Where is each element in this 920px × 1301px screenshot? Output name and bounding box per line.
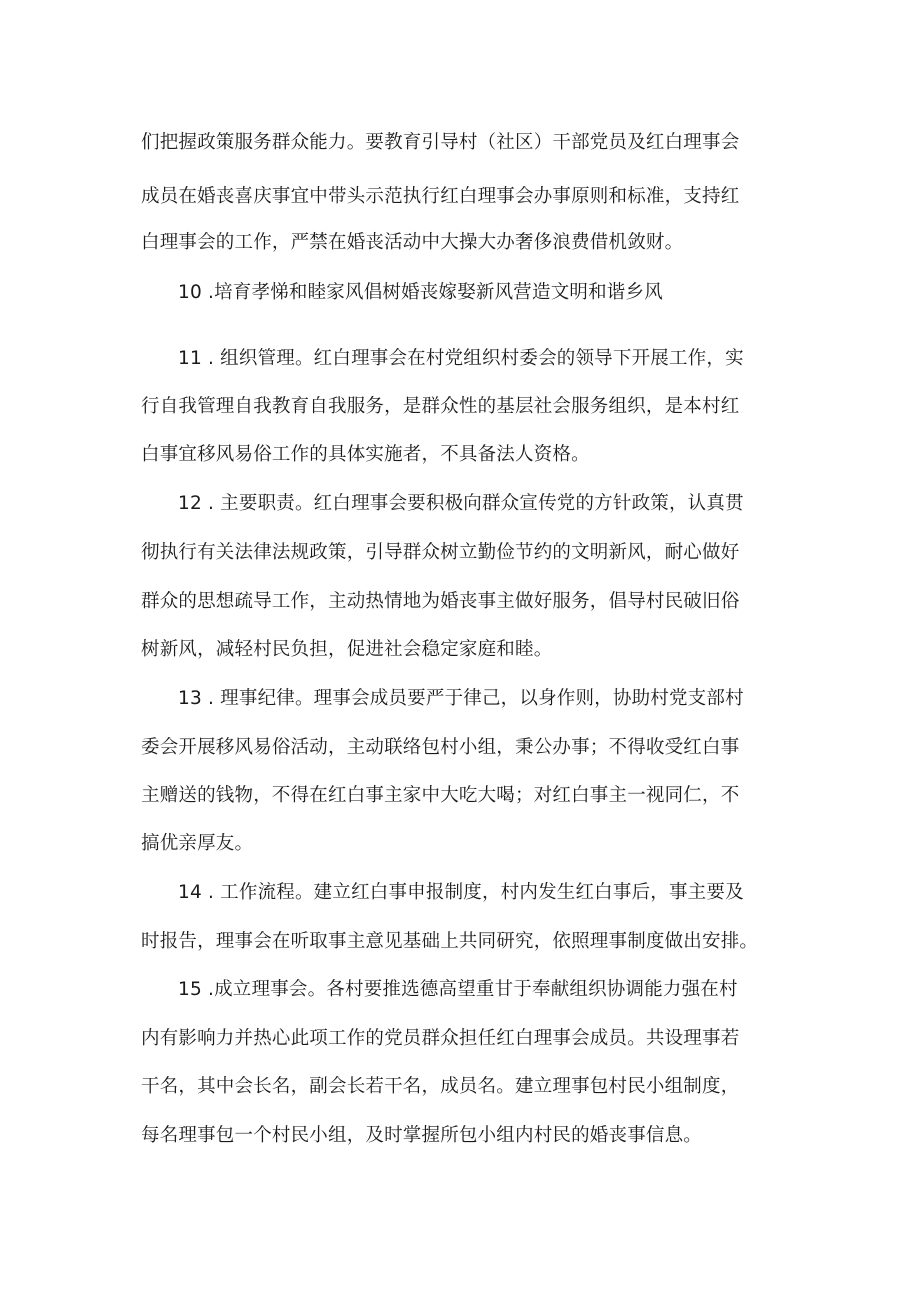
paragraph-line: 13 . 理事纪律。理事会成员要严于律己，以身作则，协助村党支部村 <box>178 688 744 709</box>
paragraph-line: 彻执行有关法律法规政策，引导群众树立勤俭节约的文明新风，耐心做好 <box>141 542 740 563</box>
paragraph-line: 成员在婚丧喜庆事宜中带头示范执行红白理事会办事原则和标准，支持红 <box>141 186 740 207</box>
section-heading: 10 .培育孝悌和睦家风倡树婚丧嫁娶新风营造文明和谐乡风 <box>178 282 663 303</box>
paragraph-line: 11 . 组织管理。红白理事会在村党组织村委会的领导下开展工作，实 <box>178 348 744 369</box>
paragraph-line: 主赠送的钱物，不得在红白事主家中大吃大喝；对红白事主一视同仁，不 <box>141 785 740 806</box>
paragraph-line: 干名，其中会长名，副会长若干名，成员名。建立理事包村民小组制度， <box>141 1076 740 1097</box>
paragraph-line: 委会开展移风易俗活动，主动联络包村小组，秉公办事；不得收受红白事 <box>141 737 740 758</box>
paragraph-line: 时报告，理事会在听取事主意见基础上共同研究，依照理事制度做出安排。 <box>141 931 759 952</box>
paragraph-line: 12 . 主要职责。红白理事会要积极向群众宣传党的方针政策，认真贯 <box>178 493 744 514</box>
paragraph-line: 每名理事包一个村民小组，及时掌握所包小组内村民的婚丧事信息。 <box>141 1125 703 1146</box>
paragraph-line: 群众的思想疏导工作，主动热情地为婚丧事主做好服务，倡导村民破旧俗 <box>141 591 740 612</box>
paragraph-line: 15 .成立理事会。各村要推选德高望重甘于奉献组织协调能力强在村 <box>178 979 738 1000</box>
paragraph-line: 行自我管理自我教育自我服务，是群众性的基层社会服务组织，是本村红 <box>141 396 740 417</box>
paragraph-line: 14 . 工作流程。建立红白事申报制度，村内发生红白事后，事主要及 <box>178 882 744 903</box>
paragraph-line: 树新风，减轻村民负担，促进社会稳定家庭和睦。 <box>141 639 553 660</box>
paragraph-line: 白理事会的工作，严禁在婚丧活动中大操大办奢侈浪费借机敛财。 <box>141 232 684 253</box>
paragraph-line: 内有影响力并热心此项工作的党员群众担任红白理事会成员。共设理事若 <box>141 1028 740 1049</box>
paragraph-line: 们把握政策服务群众能力。要教育引导村（社区）干部党员及红白理事会 <box>141 132 740 153</box>
paragraph-line: 白事宜移风易俗工作的具体实施者，不具备法人资格。 <box>141 444 590 465</box>
paragraph-line: 搞优亲厚友。 <box>141 833 254 854</box>
